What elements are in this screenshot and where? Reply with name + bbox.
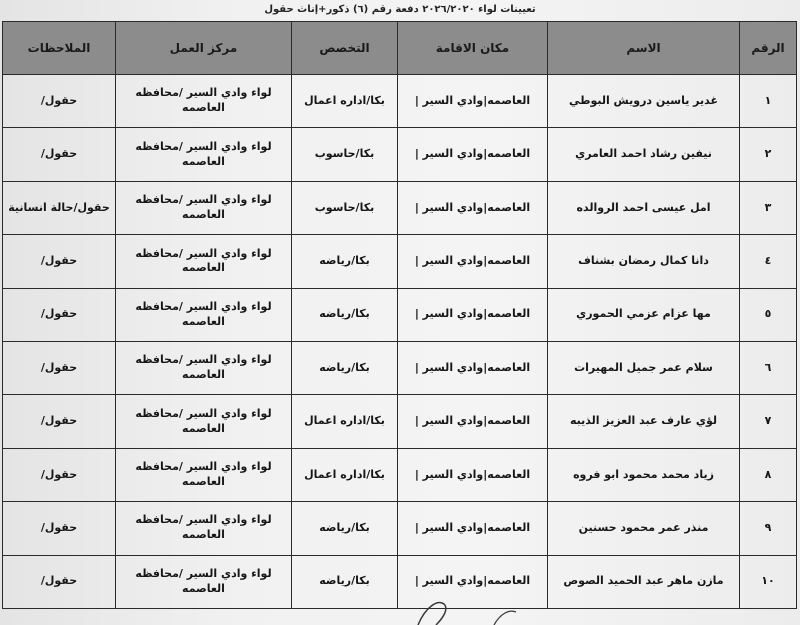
cell-number: ٧ (740, 395, 797, 448)
cell-name: نيفين رشاد احمد العامري (548, 128, 740, 181)
cell-notes: حقول/ (3, 448, 116, 501)
cell-workplace: لواء وادي السير /محافظه العاصمه (116, 75, 292, 128)
cell-specialty: بكا/رياضه (292, 555, 398, 608)
table-row (3, 75, 797, 128)
cell-name: غدير ياسين درويش البوطي (548, 75, 740, 128)
cell-specialty: بكا/رياضه (292, 235, 398, 288)
cell-name: منذر عمر محمود حسنين (548, 502, 740, 555)
cell-number: ١٠ (740, 555, 797, 608)
cell-number: ١ (740, 75, 797, 128)
cell-name: دانا كمال رمضان بشناف (548, 235, 740, 288)
table-body (3, 75, 797, 609)
cell-notes: حقول/ (3, 288, 116, 341)
table-row (3, 235, 797, 288)
cell-number: ٣ (740, 181, 797, 234)
cell-notes: حقول/ (3, 555, 116, 608)
cell-notes: حقول/ (3, 341, 116, 394)
cell-residence: العاصمه|وادي السير | (398, 555, 548, 608)
cell-residence: العاصمه|وادي السير | (398, 502, 548, 555)
cell-workplace: لواء وادي السير /محافظه العاصمه (116, 235, 292, 288)
cell-workplace: لواء وادي السير /محافظه العاصمه (116, 288, 292, 341)
header-number: الرقم (740, 22, 797, 75)
cell-number: ٦ (740, 341, 797, 394)
cell-name: مازن ماهر عبد الحميد الصوص (548, 555, 740, 608)
table-row (3, 502, 797, 555)
table-header-row (3, 22, 797, 75)
cell-workplace: لواء وادي السير /محافظه العاصمه (116, 448, 292, 501)
header-notes: الملاحظات (3, 22, 116, 75)
cell-residence: العاصمه|وادي السير | (398, 395, 548, 448)
table-row (3, 128, 797, 181)
cell-name: امل عيسى احمد الروالده (548, 181, 740, 234)
cell-name: زياد محمد محمود ابو فروه (548, 448, 740, 501)
cell-specialty: بكا/حاسوب (292, 181, 398, 234)
header-name: الاسم (548, 22, 740, 75)
cell-residence: العاصمه|وادي السير | (398, 341, 548, 394)
cell-workplace: لواء وادي السير /محافظه العاصمه (116, 555, 292, 608)
cell-workplace: لواء وادي السير /محافظه العاصمه (116, 502, 292, 555)
cell-notes: حقول/ (3, 128, 116, 181)
cell-specialty: بكا/اداره اعمال (292, 395, 398, 448)
cell-name: سلام عمر جميل المهيرات (548, 341, 740, 394)
cell-residence: العاصمه|وادي السير | (398, 288, 548, 341)
header-workplace: مركز العمل (116, 22, 292, 75)
table-row (3, 181, 797, 234)
table-row (3, 288, 797, 341)
cell-workplace: لواء وادي السير /محافظه العاصمه (116, 128, 292, 181)
cell-specialty: بكا/اداره اعمال (292, 448, 398, 501)
cell-number: ٤ (740, 235, 797, 288)
cell-number: ٨ (740, 448, 797, 501)
cell-specialty: بكا/حاسوب (292, 128, 398, 181)
cell-number: ٥ (740, 288, 797, 341)
cell-notes: حقول/ (3, 235, 116, 288)
cell-notes: حقول/ (3, 75, 116, 128)
table-row (3, 448, 797, 501)
table-row (3, 395, 797, 448)
cell-number: ٩ (740, 502, 797, 555)
cell-residence: العاصمه|وادي السير | (398, 448, 548, 501)
cell-specialty: بكا/رياضه (292, 288, 398, 341)
cell-specialty: بكا/اداره اعمال (292, 75, 398, 128)
cell-specialty: بكا/رياضه (292, 341, 398, 394)
cell-residence: العاصمه|وادي السير | (398, 128, 548, 181)
cell-name: مها عزام عزمي الحموري (548, 288, 740, 341)
cell-number: ٢ (740, 128, 797, 181)
cell-notes: حقول/ (3, 395, 116, 448)
cell-notes: حقول/ (3, 502, 116, 555)
cell-workplace: لواء وادي السير /محافظه العاصمه (116, 341, 292, 394)
cell-residence: العاصمه|وادي السير | (398, 181, 548, 234)
table-row (3, 555, 797, 608)
header-specialty: التخصص (292, 22, 398, 75)
cell-workplace: لواء وادي السير /محافظه العاصمه (116, 395, 292, 448)
cell-residence: العاصمه|وادي السير | (398, 235, 548, 288)
cell-residence: العاصمه|وادي السير | (398, 75, 548, 128)
appointments-table (2, 21, 797, 609)
cell-notes: حقول/حالة انسانية (3, 181, 116, 234)
cell-specialty: بكا/رياضه (292, 502, 398, 555)
table-row (3, 341, 797, 394)
cell-name: لؤي عارف عبد العزيز الذيبه (548, 395, 740, 448)
cell-workplace: لواء وادي السير /محافظه العاصمه (116, 181, 292, 234)
document-caption: تعيينات لواء ٢٠٢٦/٢٠٢٠ دفعة رقم (٦) ذكور+إناث حقول (264, 4, 536, 15)
header-residence: مكان الاقامة (398, 22, 548, 75)
